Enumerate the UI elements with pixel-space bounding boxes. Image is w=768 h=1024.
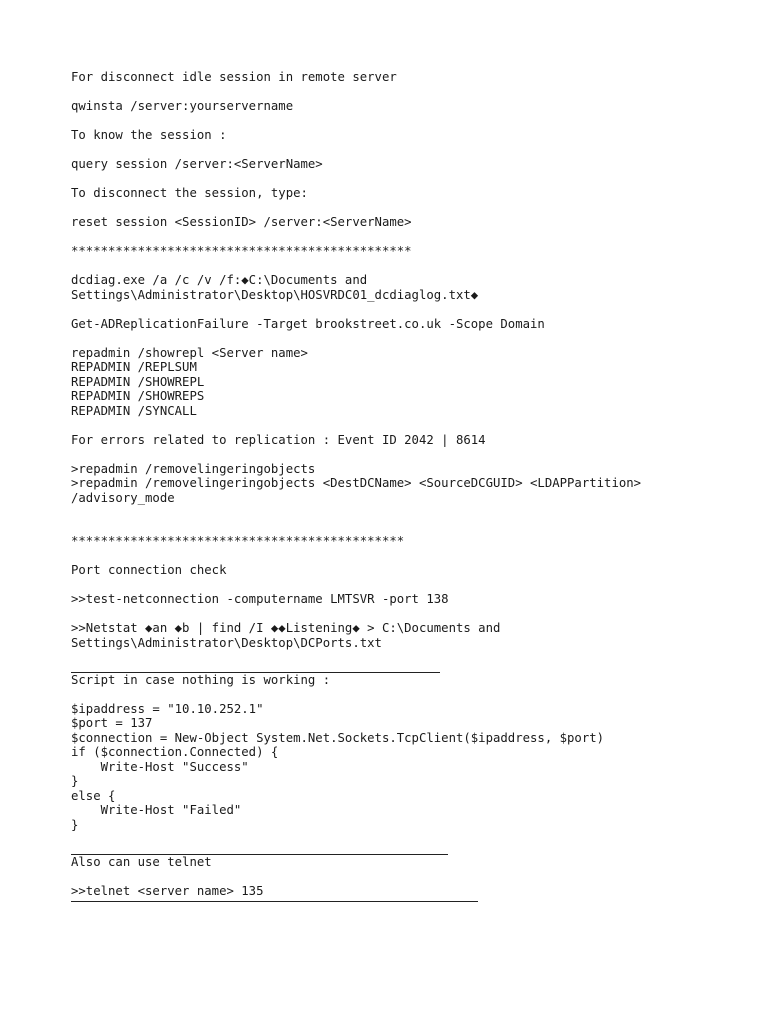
- command-line: Settings\Administrator\Desktop\DCPorts.txt: [71, 635, 382, 650]
- text-line: Script in case nothing is working :: [71, 672, 331, 687]
- text-line: To disconnect the session, type:: [71, 186, 308, 200]
- text-line: Port connection check: [71, 563, 227, 577]
- blank-line: [71, 687, 711, 702]
- command-line: REPADMIN /SHOWREPS: [71, 389, 205, 403]
- command-line: repadmin /showrepl <Server name>: [71, 345, 308, 360]
- command-line: >repadmin /removelingeringobjects <DestDCName> <SourceDCGUID> <LDAPPartition>: [71, 476, 642, 490]
- rule-spacer: [71, 665, 711, 672]
- command-line: >>test-netconnection -computername LMTSVR -port 138: [71, 592, 449, 606]
- code-line: }: [71, 817, 79, 832]
- separator-line: **********************************************: [71, 244, 412, 258]
- blank-line: [71, 230, 711, 245]
- document-body: [71, 70, 711, 902]
- rule-spacer: [71, 847, 711, 854]
- blank-line: [71, 549, 711, 564]
- blank-line: [71, 114, 711, 129]
- command-line: dcdiag.exe /a /c /v /f:◆C:\Documents and: [71, 273, 368, 287]
- command-line: query session /server:<ServerName>: [71, 157, 323, 171]
- blank-line: [71, 650, 711, 665]
- blank-line: [71, 418, 711, 433]
- command-line: Get-ADReplicationFailure -Target brookstreet.co.uk -Scope Domain: [71, 316, 545, 331]
- command-line: REPADMIN /REPLSUM: [71, 360, 197, 374]
- text-line: Also can use telnet: [71, 854, 212, 869]
- horizontal-rule: [71, 901, 478, 902]
- command-line: /advisory_mode: [71, 490, 175, 505]
- command-line: >>Netstat ◆an ◆b | find /I ◆◆Listening◆ > C:\Documents and: [71, 621, 501, 635]
- command-line: >repadmin /removelingeringobjects: [71, 461, 316, 476]
- command-line: Settings\Administrator\Desktop\HOSVRDC01_dcdiaglog.txt◆: [71, 287, 479, 302]
- blank-line: [71, 85, 711, 100]
- blank-line: [71, 259, 711, 274]
- blank-line: [71, 520, 711, 535]
- blank-line: [71, 832, 711, 847]
- code-line: }: [71, 774, 79, 788]
- separator-line: *********************************************: [71, 534, 405, 548]
- text-line: To know the session :: [71, 128, 227, 142]
- command-line: REPADMIN /SHOWREPL: [71, 374, 205, 389]
- blank-line: [71, 201, 711, 216]
- blank-line: [71, 869, 711, 884]
- code-line: if ($connection.Connected) {: [71, 745, 279, 759]
- blank-line: [71, 447, 711, 462]
- blank-line: [71, 578, 711, 593]
- code-line: Write-Host "Failed": [71, 803, 242, 817]
- code-line: $port = 137: [71, 716, 153, 730]
- blank-line: [71, 505, 711, 520]
- code-line: Write-Host "Success": [71, 759, 249, 774]
- command-line: reset session <SessionID> /server:<ServerName>: [71, 215, 412, 229]
- command-line: REPADMIN /SYNCALL: [71, 403, 197, 418]
- text-line: For disconnect idle session in remote server: [71, 70, 397, 84]
- code-line: $ipaddress = "10.10.252.1": [71, 701, 264, 716]
- blank-line: [71, 143, 711, 158]
- text-line: For errors related to replication : Event ID 2042 | 8614: [71, 432, 486, 447]
- blank-line: [71, 607, 711, 622]
- blank-line: [71, 302, 711, 317]
- command-line: qwinsta /server:yourservername: [71, 99, 294, 113]
- blank-line: [71, 331, 711, 346]
- command-line: >>telnet <server name> 135: [71, 883, 264, 898]
- code-line: else {: [71, 788, 116, 803]
- code-line: $connection = New-Object System.Net.Sockets.TcpClient($ipaddress, $port): [71, 730, 605, 745]
- blank-line: [71, 172, 711, 187]
